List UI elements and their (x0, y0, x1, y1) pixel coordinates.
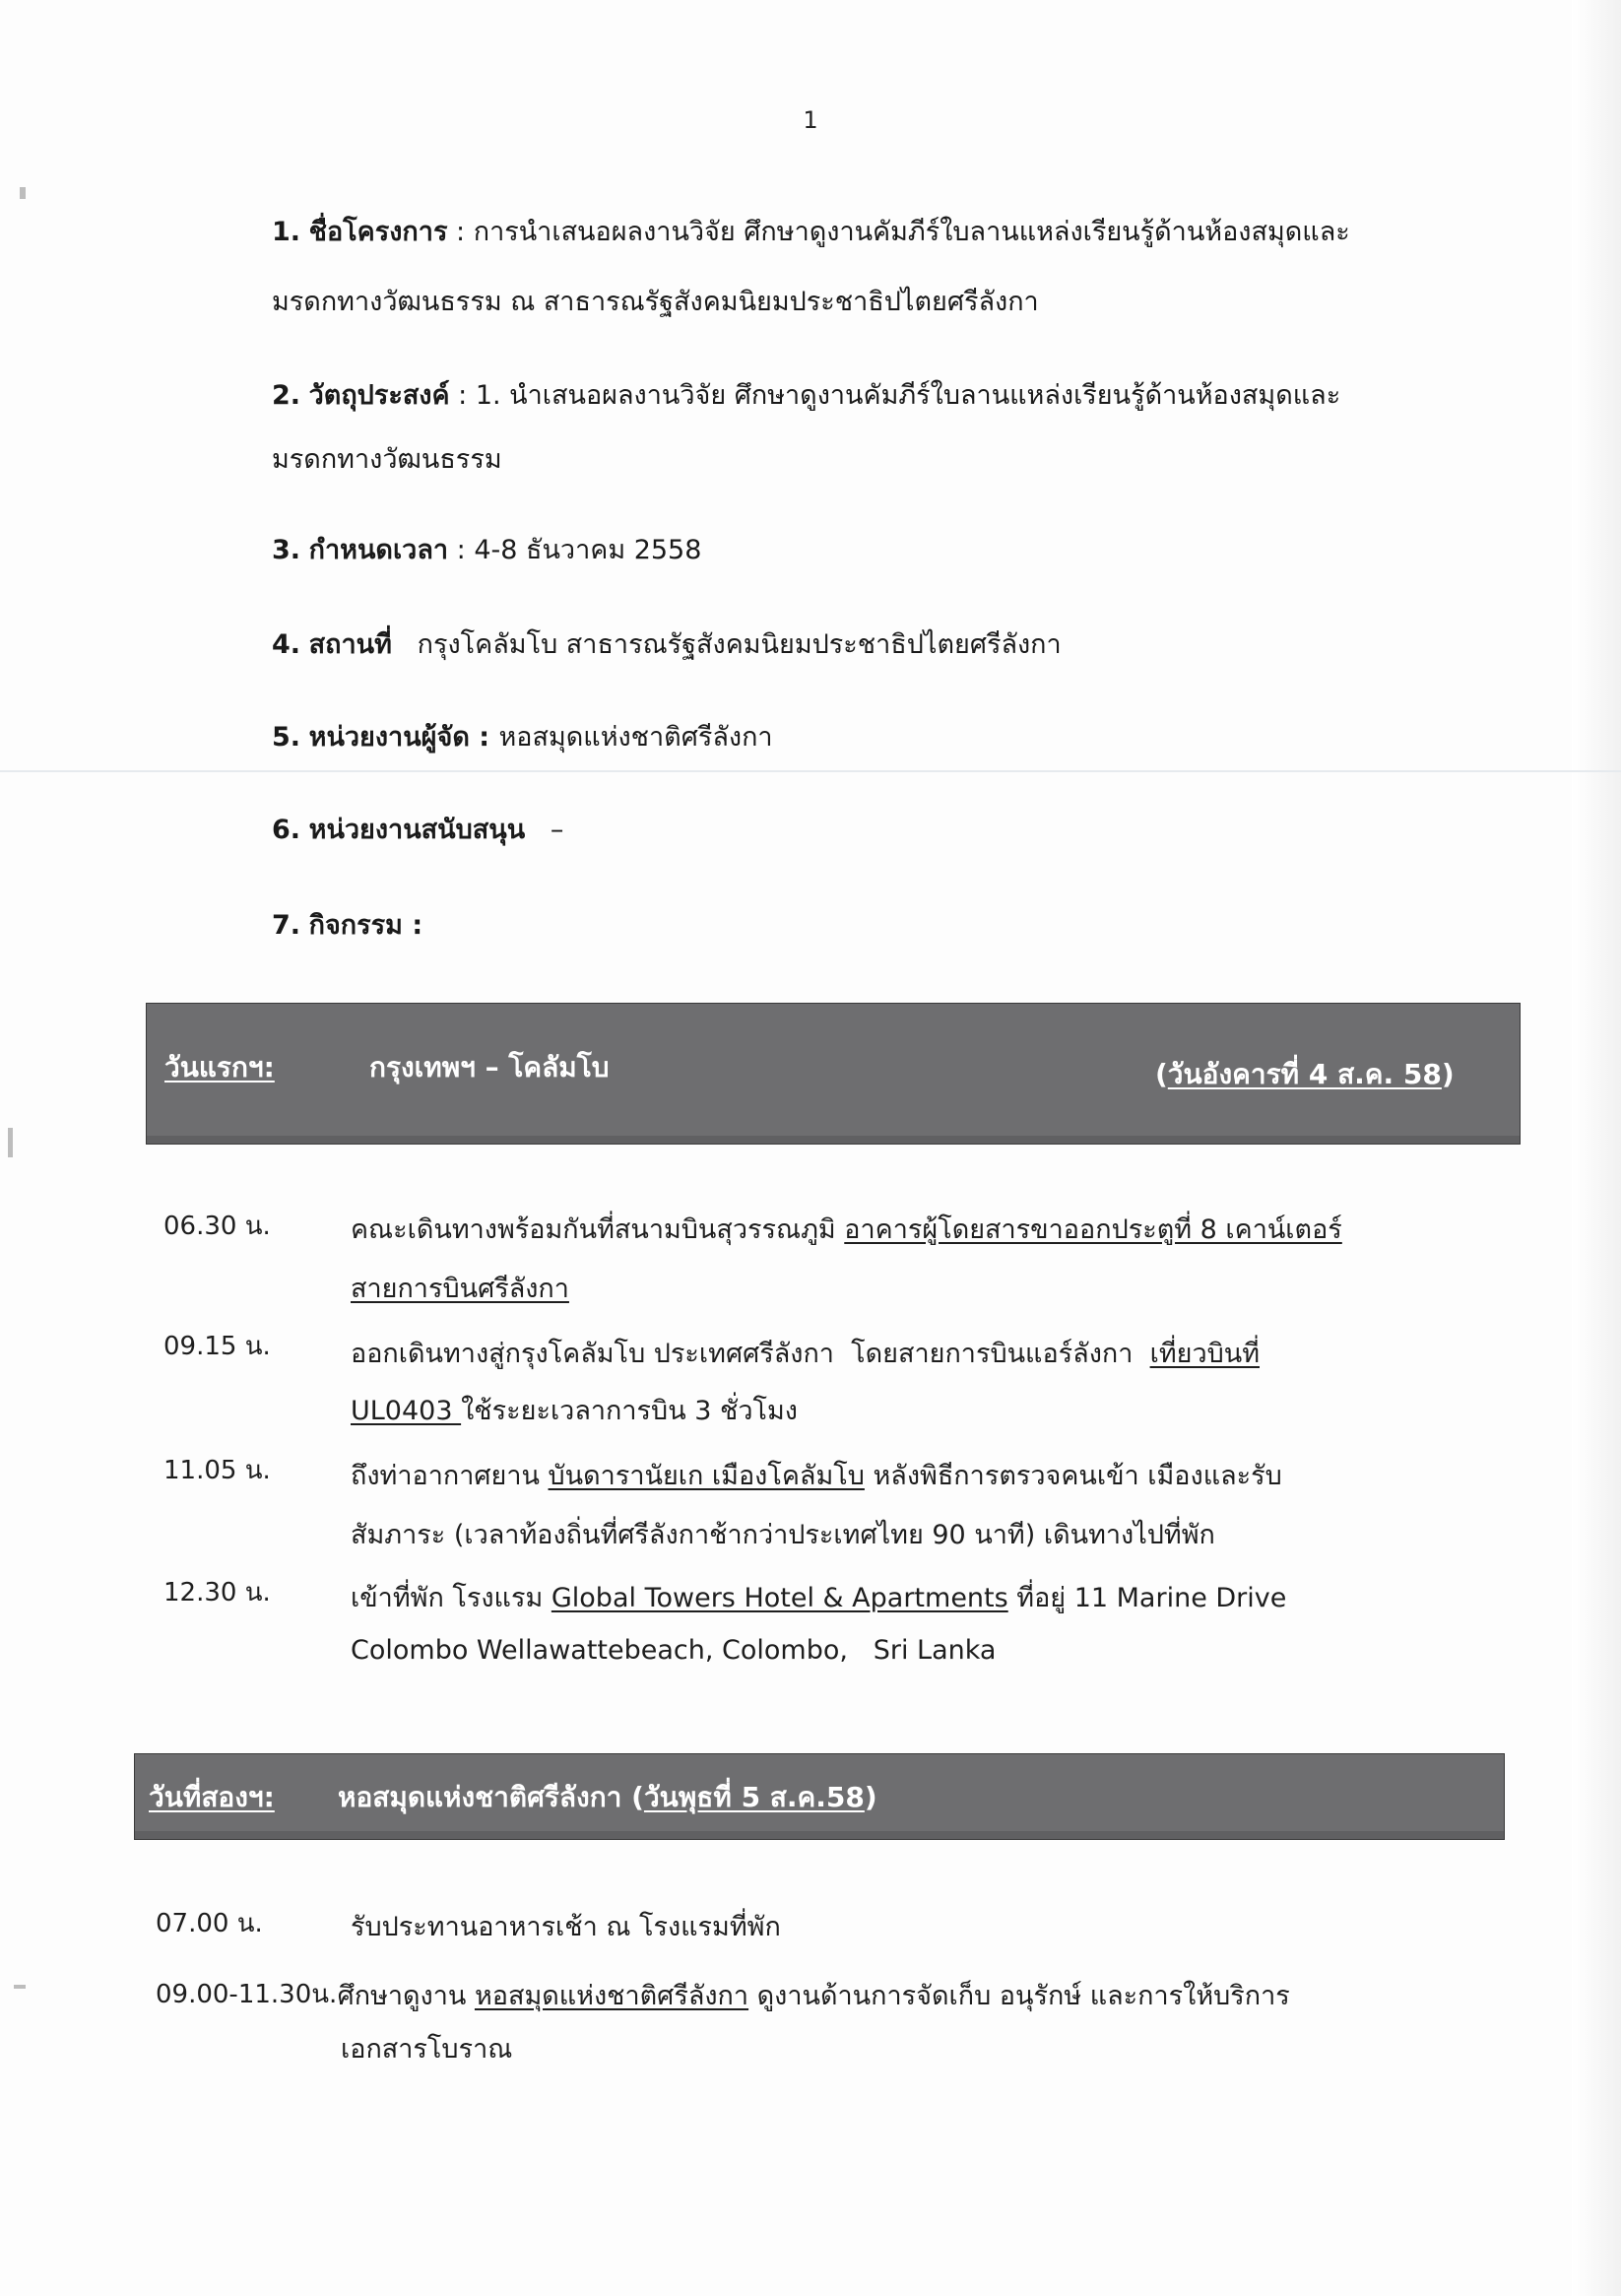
day1-route: กรุงเทพฯ – โคลัมโบ (369, 1051, 610, 1083)
day1-row-text-continued: Colombo Wellawattebeach, Colombo, Sri Lanka (351, 1635, 997, 1666)
item-objective-continued: มรดกทางวัฒนธรรม (272, 444, 502, 475)
day1-row-text-continued: สัมภาระ (เวลาท้องถิ่นที่ศรีลังกาช้ากว่าประเทศไทย 90 นาที) เดินทางไปที่พัก (351, 1520, 1215, 1550)
item-project-name: 1. ชื่อโครงการ : การนำเสนอผลงานวิจัย ศึกษาดูงานคัมภีร์ใบลานแหล่งเรียนรู้ด้านห้องสมุดและ (272, 217, 1350, 247)
page-number: 1 (803, 106, 818, 134)
scan-speck (14, 1985, 26, 1989)
day1-row-text: คณะเดินทางพร้อมกันที่สนามบินสุวรรณภูมิ อาคารผู้โดยสารขาออกประตูที่ 8 เคาน์เตอร์ (351, 1214, 1342, 1245)
page-edge-shadow (1572, 0, 1621, 2296)
day2-row-text-continued: เอกสารโบราณ (341, 2034, 513, 2065)
day1-label: วันแรกฯ: (164, 1051, 275, 1083)
day1-row-time: 11.05 น. (163, 1456, 271, 1485)
day1-row-text: ออกเดินทางสู่กรุงโคลัมโบ ประเทศศรีลังกา โดยสายการบินแอร์ลังกา เที่ยวบินที่ (351, 1339, 1260, 1369)
item-project-name-continued: มรดกทางวัฒนธรรม ณ สาธารณรัฐสังคมนิยมประชาธิปไตยศรีลังกา (272, 287, 1039, 317)
day1-row-text-continued: สายการบินศรีลังกา (351, 1274, 569, 1304)
day2-header-bar (134, 1753, 1505, 1840)
day1-row-time: 12.30 น. (163, 1578, 271, 1607)
day2-label: วันที่สองฯ: (149, 1781, 275, 1813)
day2-row-text: ศึกษาดูงาน หอสมุดแห่งชาติศรีลังกา ดูงานด้านการจัดเก็บ อนุรักษ์ และการให้บริการ (329, 1981, 1290, 2011)
day1-row-time: 06.30 น. (163, 1212, 271, 1241)
item-location: 4. สถานที่ กรุงโคลัมโบ สาธารณรัฐสังคมนิยมประชาธิปไตยศรีลังกา (272, 629, 1062, 660)
day1-row-text-continued: UL0403 ใช้ระยะเวลาการบิน 3 ชั่วโมง (351, 1396, 798, 1426)
day1-date: (วันอังคารที่ 4 ส.ค. 58) (1155, 1058, 1455, 1090)
item-organizer: 5. หน่วยงานผู้จัด : หอสมุดแห่งชาติศรีลังกา (272, 722, 773, 753)
day2-row-time: 07.00 น. (156, 1909, 263, 1938)
item-objective: 2. วัตถุประสงค์ : 1. นำเสนอผลงานวิจัย ศึกษาดูงานคัมภีร์ใบลานแหล่งเรียนรู้ด้านห้องสมุดและ (272, 380, 1341, 411)
scan-speck (8, 1128, 13, 1157)
item-activities: 7. กิจกรรม : (272, 910, 423, 941)
day2-row-text: รับประทานอาหารเช้า ณ โรงแรมที่พัก (351, 1912, 781, 1942)
day1-row-text: ถึงท่าอากาศยาน บันดารานัยเก เมืองโคลัมโบ หลังพิธีการตรวจคนเข้า เมืองและรับ (351, 1461, 1282, 1491)
day2-title: หอสมุดแห่งชาติศรีลังกา (วันพุธที่ 5 ส.ค.58) (338, 1781, 877, 1813)
scan-speck (20, 187, 26, 199)
day1-header-bar (146, 1003, 1521, 1145)
day1-row-text: เข้าที่พัก โรงแรม Global Towers Hotel & Apartments ที่อยู่ 11 Marine Drive (351, 1583, 1287, 1613)
item-schedule: 3. กำหนดเวลา : 4-8 ธันวาคม 2558 (272, 535, 702, 565)
scan-artifact-line (0, 770, 1621, 772)
day2-row-time: 09.00-11.30น. (156, 1980, 338, 2009)
day1-row-time: 09.15 น. (163, 1332, 271, 1361)
item-supporter: 6. หน่วยงานสนับสนุน – (272, 815, 564, 845)
